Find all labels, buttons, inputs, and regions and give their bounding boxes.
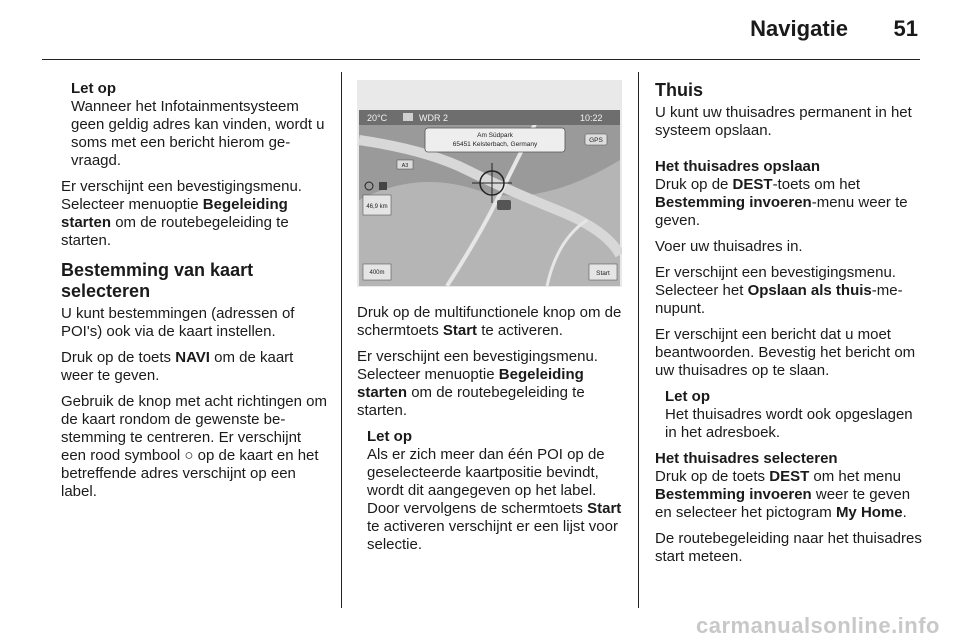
distance-readout: 46,9 km [366, 204, 388, 210]
note-box [367, 428, 629, 554]
page-header [0, 0, 960, 62]
menu-label: Bestemming invoeren [655, 194, 812, 211]
menu-option-label: Begeleiding starten [357, 366, 584, 401]
paragraph: Gebruik de knop met acht richtingen om de kaart rondom de gewenste bestemming te centreren. Er verschijnt een rood symbool ○ op de kaart en het betreffende adres verschijnt op een label. [61, 393, 327, 500]
station-name: WDR 2 [419, 113, 448, 123]
text-run: om de routebegeleiding te starten. [61, 214, 289, 249]
paragraph [357, 348, 629, 420]
menu-option-label: Begeleiding starten [61, 196, 288, 231]
page-number: 51 [893, 16, 918, 41]
subsection-heading: Het thuisadres opslaan [655, 158, 821, 175]
column-2 [357, 304, 629, 562]
menu-label: Bestemming invoeren [655, 486, 812, 503]
text-run: -toets om het [772, 176, 861, 193]
paragraph [357, 304, 629, 340]
text-run: -menu weer te geven. [655, 194, 908, 229]
paragraph: U kunt uw thuisadres permanent in het systeem opslaan. [655, 104, 912, 139]
chapter-title: Navigatie [750, 16, 848, 41]
paragraph: De routebegeleiding naar het thuisadres start meteen. [655, 530, 922, 565]
softkey-label: Start [587, 500, 622, 517]
paragraph: Er verschijnt een bericht dat u moet beantwoorden. Bevestig het bericht om uw thuisadres op te slaan. [655, 326, 916, 379]
column-divider-1 [341, 72, 342, 608]
text-run: -menupunt. [655, 282, 903, 317]
paragraph [61, 178, 329, 250]
home-icon [379, 182, 387, 190]
text-run: Druk op de [655, 176, 733, 193]
note-title: Let op [71, 80, 116, 97]
subsection-heading: Het thuisadres selecteren [655, 450, 838, 467]
text-run: te activeren. [477, 322, 563, 339]
note-text: te activeren verschijnt er een lijst voor selectie. [367, 518, 618, 553]
paragraph: Voer uw thuisadres in. [655, 238, 803, 255]
column-1 [61, 80, 329, 509]
note-box [71, 80, 329, 170]
header-rule [42, 59, 920, 60]
text-run: om de routebegeleiding te starten. [357, 384, 585, 419]
icon-label: My Home [835, 504, 903, 521]
note-text: Het thuisadres wordt ook opgeslagen in het adresboek. [665, 406, 913, 441]
text-run: weer te geven en selecteer het pictogram [655, 486, 911, 521]
address-line-1: Am Südpark [477, 132, 513, 139]
text-run: . [902, 504, 907, 521]
paragraph [655, 176, 927, 230]
softkey-label: Start [442, 322, 478, 339]
text-run: Er verschijnt een bevestigingsmenu. Selecteer menuoptie [61, 178, 302, 213]
text-run: om de kaart weer te geven. [61, 349, 294, 384]
clock: 10:22 [580, 113, 603, 123]
note-box [665, 388, 927, 442]
column-divider-2 [638, 72, 639, 608]
text-run: Druk op de toets [655, 468, 770, 485]
navigation-screen-image [357, 80, 622, 287]
paragraph [655, 468, 927, 522]
paragraph [61, 349, 329, 385]
key-label: NAVI [175, 349, 210, 366]
text-run: Er verschijnt een bevestigingsmenu. Selecteer het [655, 264, 896, 299]
address-line-2: 65451 Kelsterbach, Germany [452, 141, 538, 148]
scale-readout: 400m [369, 270, 385, 276]
paragraph: U kunt bestemmingen (adressen of POI's) ook via de kaart instellen. [61, 305, 295, 340]
route-marker-icon [497, 200, 511, 210]
key-label: DEST [769, 468, 810, 485]
text-run: om het menu [809, 468, 901, 485]
note-title: Let op [665, 388, 710, 405]
note-text: Wanneer het Infotainmentsysteem geen geldig adres kan vinden, wordt u soms met een bericht hierom gevraagd. [71, 98, 325, 169]
temperature-readout: 20°C [367, 113, 388, 123]
text-run: Er verschijnt een bevestigingsmenu. Selecteer menuoptie [357, 348, 598, 383]
section-heading: Bestemming van kaart selecteren [61, 260, 254, 301]
key-label: DEST [732, 176, 773, 193]
menu-option-label: Opslaan als thuis [747, 282, 872, 299]
watermark: carmanualsonline.info [696, 613, 940, 638]
column-3 [655, 80, 927, 574]
radio-icon [403, 113, 413, 121]
text-run: Druk op de multifunctionele knop om de schermtoets [357, 304, 622, 339]
road-label: A3 [401, 163, 409, 169]
section-heading: Thuis [655, 80, 703, 100]
paragraph [655, 264, 927, 318]
text-run: Druk op de toets [61, 349, 176, 366]
note-text: Als er zich meer dan één POI op de geselecteerde kaartpositie bevindt, wordt dit aangegeven op het label. Door vervolgens de schermtoets [367, 446, 605, 517]
start-softkey-label: Start [596, 270, 610, 277]
gps-label: GPS [589, 137, 603, 144]
note-title: Let op [367, 428, 412, 445]
